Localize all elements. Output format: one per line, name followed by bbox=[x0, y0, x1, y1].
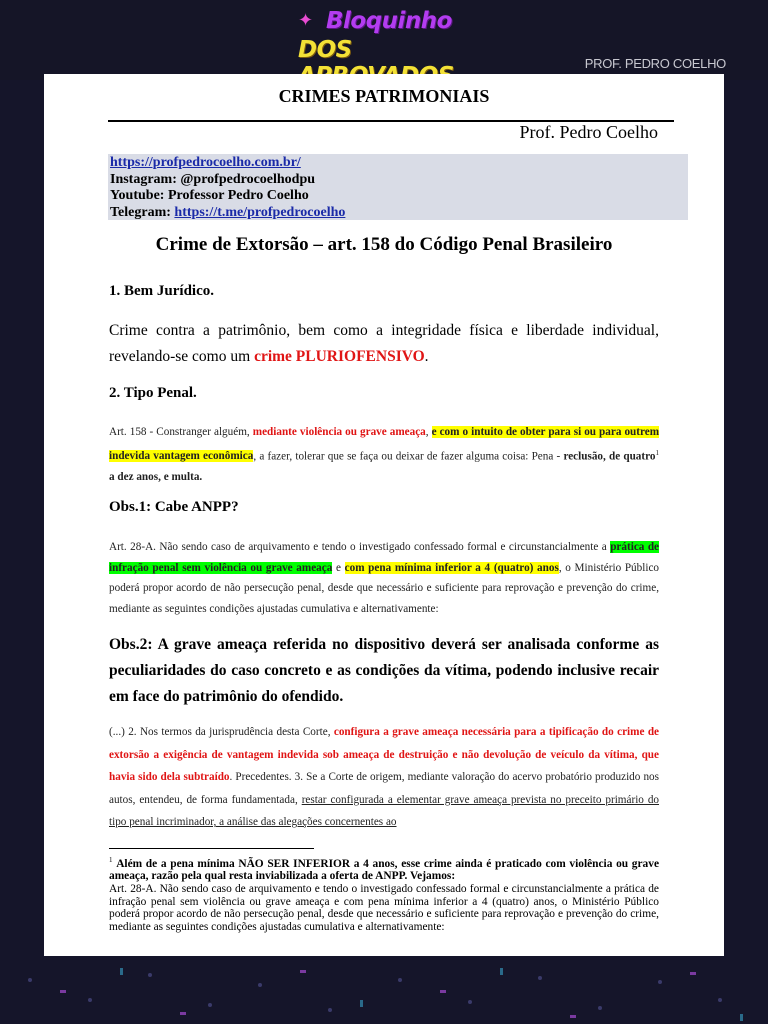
art-yellow-highlight: e com o intuito de obter para si ou para outrem indevida vantagem econômica bbox=[109, 426, 660, 463]
instagram-label: Instagram: bbox=[110, 171, 177, 187]
document-page bbox=[44, 74, 724, 956]
jur-red-highlight: configura a grave ameaça necessária para a tipificação do crime de extorsão a exigência de vantagem indevida sob ameaça de destruição e não devolução de veículo da vítima, que havia sido dela subtraído bbox=[109, 726, 660, 783]
art-pena-label: Pena - bbox=[531, 450, 561, 463]
jurisprudence-text bbox=[109, 721, 659, 834]
section-heading: Crime de Extorsão – art. 158 do Código Penal Brasileiro bbox=[155, 234, 613, 255]
brand-name: PROF. PEDRO COELHO bbox=[584, 56, 726, 71]
art-red-highlight: mediante violência ou grave ameaça bbox=[252, 426, 426, 438]
anpp-text-b: e bbox=[336, 561, 341, 574]
telegram-label: Telegram: bbox=[110, 204, 171, 220]
bloquinho-logo bbox=[298, 6, 488, 70]
logo-line-1: Bloquinho bbox=[326, 8, 452, 34]
section-2-title: 2. Tipo Penal. bbox=[109, 385, 197, 401]
jur-text-b: . Precedentes. 3. Se a Corte de origem, mediante valoração do acervo probatório produzido nos autos, entendeu, de forma fundamentada, bbox=[109, 771, 659, 806]
jur-text-a: (...) 2. Nos termos da jurisprudência desta Corte, bbox=[109, 726, 331, 738]
art-pena-end: a dez anos, e multa. bbox=[109, 470, 203, 483]
art-text-c: , a fazer, tolerar que se faça ou deixar de fazer alguma coisa: bbox=[253, 450, 529, 463]
confetti-icon: ✦ bbox=[298, 10, 314, 30]
s1-text: Crime contra a patrimônio, bem como a integridade física e liberdade individual, revelando-se como um bbox=[109, 322, 659, 365]
telegram-link[interactable]: https://t.me/profpedrocoelho bbox=[174, 204, 346, 220]
footnote-ref[interactable]: 1 bbox=[655, 448, 659, 457]
section-1-title: 1. Bem Jurídico. bbox=[109, 283, 214, 299]
footnote bbox=[109, 854, 659, 933]
anpp-yellow-highlight: com pena mínima inferior a 4 (quatro) anos bbox=[344, 561, 559, 574]
jur-underlined: restar configurada a elementar grave ameaça prevista no preceito primário do tipo penal incriminador, a análise das alegações concernentes ao bbox=[109, 793, 660, 828]
instagram-handle: @profpedrocoelhodpu bbox=[180, 171, 316, 187]
art-158-text bbox=[109, 422, 659, 487]
confetti-decoration bbox=[0, 960, 768, 1024]
anpp-text-c: , o Ministério Público poderá propor acordo de não persecução penal, desde que necessário e suficiente para reprovação e prevenção do crime, mediante as seguintes condições ajustadas cumulativa e alternativamente: bbox=[109, 561, 660, 615]
art-text-a: Art. 158 - Constranger alguém, bbox=[109, 426, 250, 438]
footnote-text: Art. 28-A. Não sendo caso de arquivamento e tendo o investigado confessado formal e circunstancialmente a prática de infração penal sem violência ou grave ameaça e com pena mínima inferior a 4 (quatro) anos, o Ministério Público poderá propor acordo de não persecução penal, desde que necessário e suficiente para reprovação e prevenção do crime, mediante as seguintes condições ajustadas cumulativa e alternativamente: bbox=[109, 882, 659, 933]
anpp-green-highlight: prática de infração penal sem violência ou grave ameaça bbox=[109, 541, 660, 574]
anpp-text-a: Art. 28-A. Não sendo caso de arquivamento e tendo o investigado confessado formal e circunstancialmente a bbox=[109, 541, 607, 553]
s1-highlight: crime PLURIOFENSIVO bbox=[254, 348, 425, 365]
footnote-bold: Além de a pena mínima NÃO SER INFERIOR a 4 anos, esse crime ainda é praticado com violência ou grave ameaça, razão pela qual resta inviabilizada a oferta de ANPP. Vejamos: bbox=[109, 857, 659, 883]
obs-2-text: Obs.2: A grave ameaça referida no dispositivo deverá ser analisada conforme as peculiaridades do caso concreto e as condições da vítima, podendo inclusive recair em face do patrimônio do ofendido. bbox=[109, 636, 659, 705]
youtube-label: Youtube: bbox=[110, 188, 165, 203]
obs-1-title: Obs.1: Cabe ANPP? bbox=[109, 499, 239, 515]
youtube-channel: Professor Pedro Coelho bbox=[167, 188, 309, 203]
art-text-b: , bbox=[425, 426, 429, 438]
anpp-text bbox=[109, 537, 659, 619]
section-1-text bbox=[109, 318, 659, 370]
logo-line-2: DOS bbox=[298, 37, 352, 63]
site-link[interactable]: https://profpedrocoelho.com.br/ bbox=[110, 155, 301, 170]
footnote-number: 1 bbox=[109, 856, 113, 864]
footnote-rule bbox=[109, 848, 314, 849]
document-title: CRIMES PATRIMONIAIS bbox=[278, 86, 490, 106]
document-author: Prof. Pedro Coelho bbox=[519, 122, 658, 142]
art-pena-bold: reclusão, de quatro bbox=[563, 450, 656, 463]
s1-end: . bbox=[424, 348, 429, 365]
contact-links-box bbox=[108, 154, 688, 220]
